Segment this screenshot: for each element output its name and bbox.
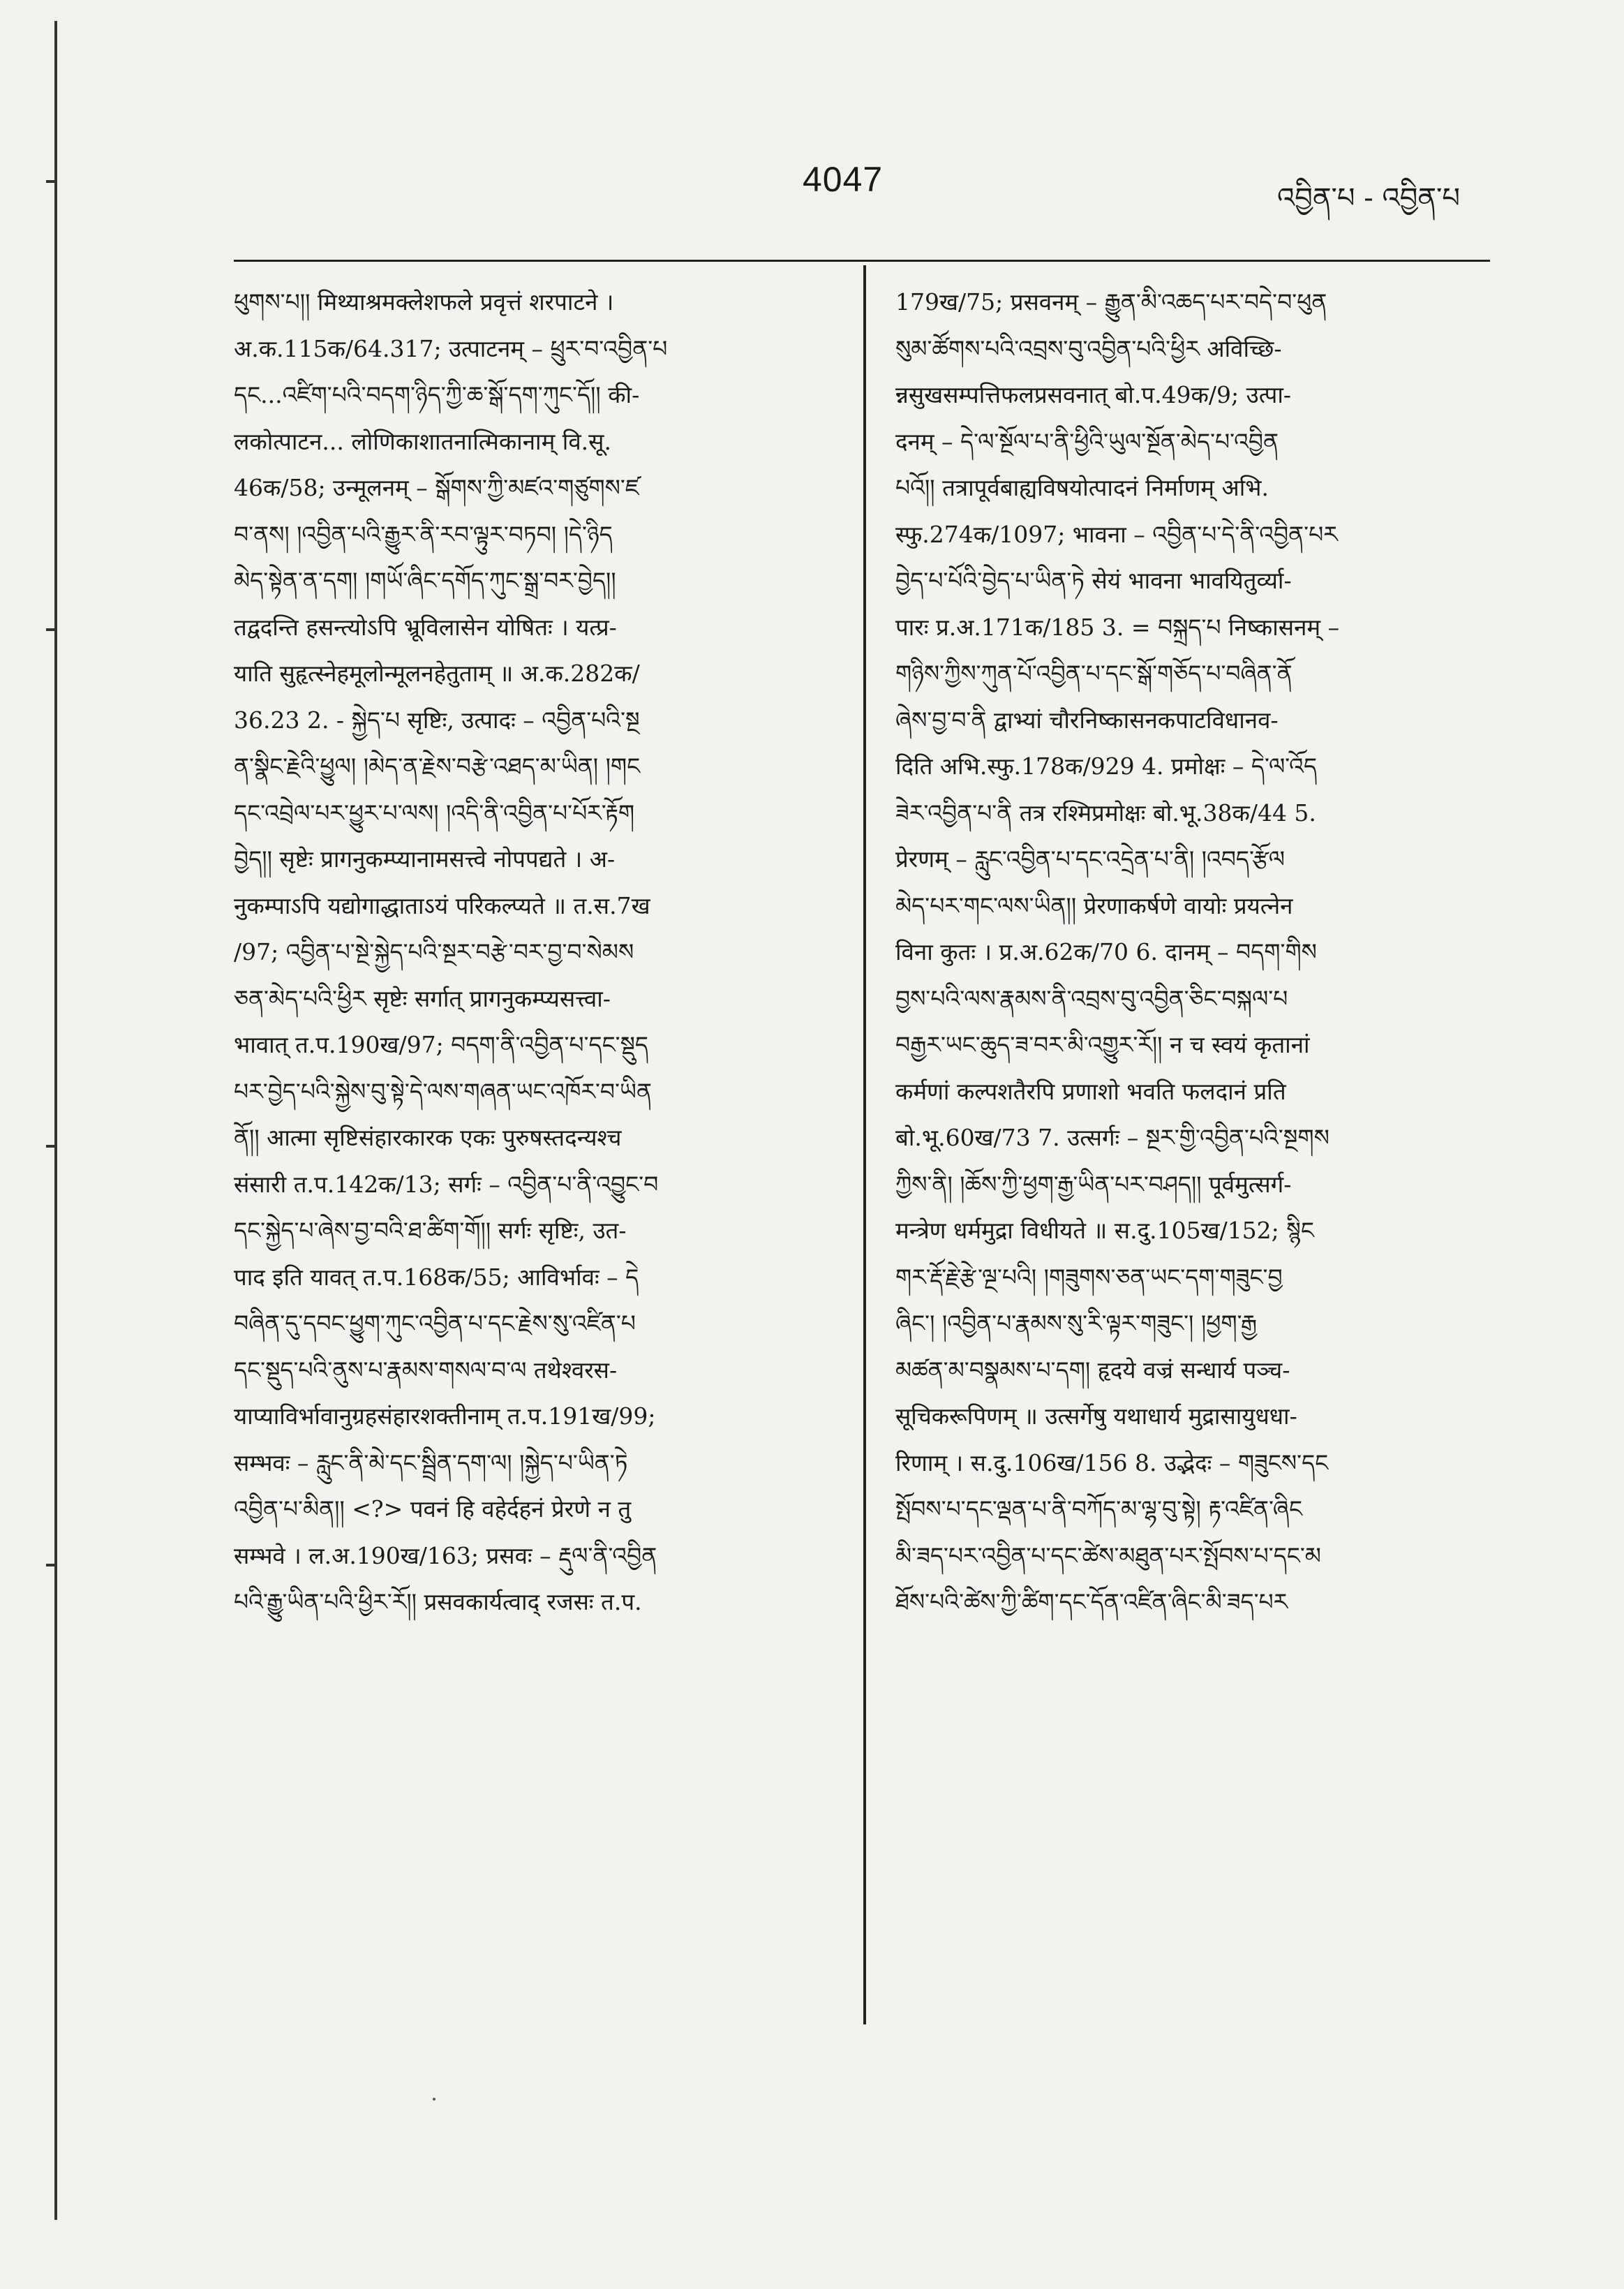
text-line: ཞེས་བྱ་བ་ནི द्वाभ्यां चौरनिष्कासनकपाटविधानव-	[895, 706, 1279, 734]
text-line: ན་སྣིང་རྗེའི་ཕྱུལ། །མེད་ན་རྗེས་བརྩེ་འཐད་མ་ཡིན། །གང	[234, 753, 641, 780]
text-line: མི་ཟད་པར་འབྱིན་པ་དང་ཚེས་མཐུན་པར་སྤོབས་པ་དང་མ	[895, 1541, 1321, 1569]
text-line: लकोत्पाटन... लोणिकाशातनात्मिकानाम् वि.सू.	[234, 427, 611, 455]
text-line: दिति अभि.स्फु.178क/929 4. प्रमोक्षः – དེ་ལ་འོད	[895, 753, 1318, 780]
binding-mark	[46, 628, 54, 631]
text-line: प्रेरणम् – རླུང་འབྱིན་པ་དང་འདྲེན་པ་ནི། །འབད་རྩོལ	[895, 845, 1286, 873]
text-line: 36.23 2. - སྐྱེད་པ सृष्टिः, उत्पादः – འབྱིན་པའི་སྔ	[234, 706, 640, 734]
text-line: མཚན་མ་བསྣམས་པ་དག། हृदये वज्रं सन्धार्य पञ्च-	[895, 1356, 1290, 1384]
scan-speck	[433, 2098, 435, 2101]
text-line: मन्त्रेण धर्ममुद्रा विधीयते ॥ स.दु.105ख/152; སྙིང	[895, 1217, 1314, 1244]
text-line: དང...འཛིག་པའི་བདག་ཉིད་ཀྱི་ཆ་སྒོ་དག་ཀུང་དོ།། की-	[234, 381, 640, 408]
text-line: नुकम्पाऽपि यद्योगाद्धाताऽयं परिकल्प्यते ॥ त.स.7ख	[234, 891, 650, 919]
text-line: भावात् त.प.190ख/97; བདག་ནི་འབྱིན་པ་དང་སྡུད	[234, 1031, 648, 1058]
text-line: བརྒྱར་ཡང་ཆུད་ཟ་བར་མི་འགྱུར་རོ།། न च स्वयं कृतानां	[895, 1031, 1310, 1058]
text-line: པའོ།། तत्रापूर्वबाह्यविषयोत्पादनं निर्माणम् अभि.	[895, 474, 1269, 501]
text-line: ནོ།། आत्मा सृष्टिसंहारकारक एकः पुरुषस्तदन्यश्च	[234, 1124, 622, 1151]
text-line: बो.भू.60ख/73 7. उत्सर्गः – སྔར་གྱི་འབྱིན་པའི་སྔགས	[895, 1124, 1329, 1151]
binding-mark	[46, 180, 54, 183]
text-line: དང་འབྲེལ་པར་ཕྱུར་པ་ལས། །འདི་ནི་འབྱིན་པ་པོར་རྟོག	[234, 799, 635, 827]
text-line: याप्याविर्भावानुग्रहसंहारशक्तीनाम् त.प.191ख/99;	[234, 1402, 656, 1430]
text-line: सम्भवे । ल.अ.190ख/163; प्रसवः – རྡུལ་ནི་འབྱིན	[234, 1541, 657, 1569]
text-line: न्नसुखसम्पत्तिफलप्रसवनात् बो.प.49क/9; उत्पा-	[895, 381, 1292, 408]
running-head: འབྱིན་པ - འབྱིན་པ	[1277, 182, 1461, 214]
text-line: མེད་སྟེན་ན་དག། །གཡོ་ཞིང་དགོད་ཀུང་སྒྲ་བར་བྱེད།།	[234, 567, 616, 594]
text-line: संसारी त.प.142क/13; सर्गः – འབྱིན་པ་ནི་འབྱུང་བ	[234, 1170, 659, 1198]
text-line: /97; འབྱིན་པ་སྔེ་སྐྱེད་པའི་སྔར་བརྩེ་བར་བྱ་བ་སེམས	[234, 938, 634, 965]
text-line: रिणाम् । स.दु.106ख/156 8. उद्भेदः – གཟུངས་དང	[895, 1449, 1329, 1476]
text-line: ཟེར་འབྱིན་པ་ནི तत्र रश्मिप्रमोक्षः बो.भू.38क/44 5.	[895, 799, 1316, 827]
text-line: स्फु.274क/1097; भावना – འབྱིན་པ་དེ་ནི་འབྱིན་པར	[895, 520, 1338, 548]
column-divider	[863, 265, 866, 2024]
text-line: 46क/58; उन्मूलनम् – སྒོགས་ཀྱི་མཛའ་གཙུགས་ཛ	[234, 474, 639, 501]
text-line: བྱེད་པ་པོའི་བྱེད་པ་ཡིན་ཏེ सेयं भावना भावयितुर्व्या-	[895, 567, 1292, 594]
text-line: བཞིན་དུ་དབང་ཕྱུག་ཀུང་འབྱིན་པ་དང་རྗེས་སུ་འཛིན་པ	[234, 1310, 636, 1337]
text-line: तद्वदन्ति हसन्त्योऽपि भ्रूविलासेन योषितः । यत्प्र-	[234, 613, 617, 641]
text-line: བྱས་པའི་ལས་རྣམས་ནི་འབྲས་བུ་འབྱིན་ཅིང་བསྐལ་པ	[895, 984, 1288, 1012]
text-line: याति सुहृत्स्नेहमूलोन्मूलनहेतुताम् ॥ अ.क.282क/	[234, 660, 640, 687]
page-number: 4047	[803, 160, 884, 199]
text-line: མེད་པར་གང་ལས་ཡིན།། प्रेरणाकर्षणे वायोः प्रयत्नेन	[895, 891, 1293, 919]
text-line: ཕུགས་པ།། मिथ्याश्रमक्लेशफले प्रवृत्तं शरपाटने ।	[234, 288, 614, 316]
text-line: अ.क.115क/64.317; उत्पाटनम् – ཕྲུར་བ་འབྱིན་པ	[234, 334, 668, 362]
text-line: པར་བྱེད་པའི་སྐྱེས་བུ་སྟེ་དེ་ལས་གཞན་ཡང་འཁོར་བ་ཡིན	[234, 1077, 652, 1105]
text-line: 179ख/75; प्रसवनम् – རྒྱུན་མི་འཆད་པར་བདེ་བ་ཕུན	[895, 288, 1327, 316]
text-line: पाद इति यावत् त.प.168क/55; आविर्भावः – དེ	[234, 1263, 639, 1291]
text-line: བ་ནས། །འབྱིན་པའི་རྒྱུར་ནི་རབ་ལྟུར་བཏབ། །དེ་ཉིད	[234, 520, 613, 548]
text-line: सूचिकरूपिणम् ॥ उत्सर्गेषु यथाधार्य मुद्रासायुधधा-	[895, 1402, 1297, 1430]
text-line: ཐོས་པའི་ཚེས་ཀྱི་ཚིག་དང་དོན་འཛིན་ཞིང་མི་ཟད་པར	[895, 1588, 1288, 1615]
text-line: ཅན་མེད་པའི་ཕྱིར सृष्टेः सर्गात् प्रागनुकम्प्यसत्त्वा-	[234, 984, 611, 1012]
text-line: पारः प्र.अ.171क/185 3. = བསྐྲད་པ निष्कासनम् –	[895, 613, 1340, 641]
text-line: དང་སྐྱེད་པ་ཞེས་བྱ་བའི་ཐ་ཚིག་གོ།། सर्गः सृष्टिः, उत-	[234, 1217, 627, 1244]
text-line: གཉིས་ཀྱིས་ཀུན་པོ་འབྱིན་པ་དང་སྒོ་གཅོད་པ་བཞིན་ནོ	[895, 660, 1293, 687]
binding-mark	[46, 1145, 54, 1148]
binding-edge	[54, 21, 57, 2220]
text-line: པའི་རྒྱུ་ཡིན་པའི་ཕྱིར་རོ།། प्रसवकार्यत्वाद् रजसः त.प.	[234, 1588, 642, 1615]
left-column	[234, 279, 844, 1626]
text-line: सम्भवः – རླུང་ནི་མེ་དང་སྦྲིན་དག་ལ། །སྐྱེད་པ་ཡིན་ཏེ	[234, 1449, 628, 1476]
text-line: འབྱིན་པ་མིན།། <?> पवनं हि वहेर्दहनं प्रेरणे न तु	[234, 1495, 632, 1523]
text-line: ཞིང་། །འབྱིན་པ་རྣམས་སུ་རི་ལྟར་གཟུང་། །ཕྱག་རྒྱ	[895, 1310, 1258, 1337]
text-line: कर्मणां कल्पशतैरपि प्रणाशो भवति फलदानं प्रति	[895, 1077, 1286, 1105]
text-line: དང་སྡུད་པའི་ནུས་པ་རྣམས་གསལ་བ་ལ तथेश्वरस-	[234, 1356, 618, 1384]
text-line: दनम् – དེ་ལ་སྔོལ་པ་ནི་ཕྱིའི་ཡུལ་སྔོན་མེད་པ་འབྱིན	[895, 427, 1279, 455]
text-line: སྤོབས་པ་དང་ལྡན་པ་ནི་བཀོད་མ་ལྷ་བུ་སྟེ། རྟ་འཛིན་ཞིང	[895, 1495, 1303, 1523]
text-line: གར་རྡོ་རྗེ་རྩེ་ལྔ་པའི། །གཟུགས་ཅན་ཡང་དག་གཟུང་བྱ	[895, 1263, 1283, 1291]
right-column	[895, 279, 1496, 1626]
text-line: ཀྱིས་ནི། །ཆོས་ཀྱི་ཕྱག་རྒྱ་ཡིན་པར་བཤད།། पूर्वमुत्सर्ग-	[895, 1170, 1292, 1198]
text-line: སུམ་ཚོགས་པའི་འབྲས་བུ་འབྱིན་པའི་ཕྱིར अविच्छि-	[895, 334, 1282, 362]
text-line: विना कुतः । प्र.अ.62क/70 6. दानम् – བདག་གིས	[895, 938, 1317, 965]
header-rule	[234, 260, 1490, 262]
text-line: བྱེད།། सृष्टेः प्रागनुकम्प्यानामसत्त्वे नोपपद्यते । अ-	[234, 845, 616, 873]
binding-mark	[46, 1564, 54, 1566]
